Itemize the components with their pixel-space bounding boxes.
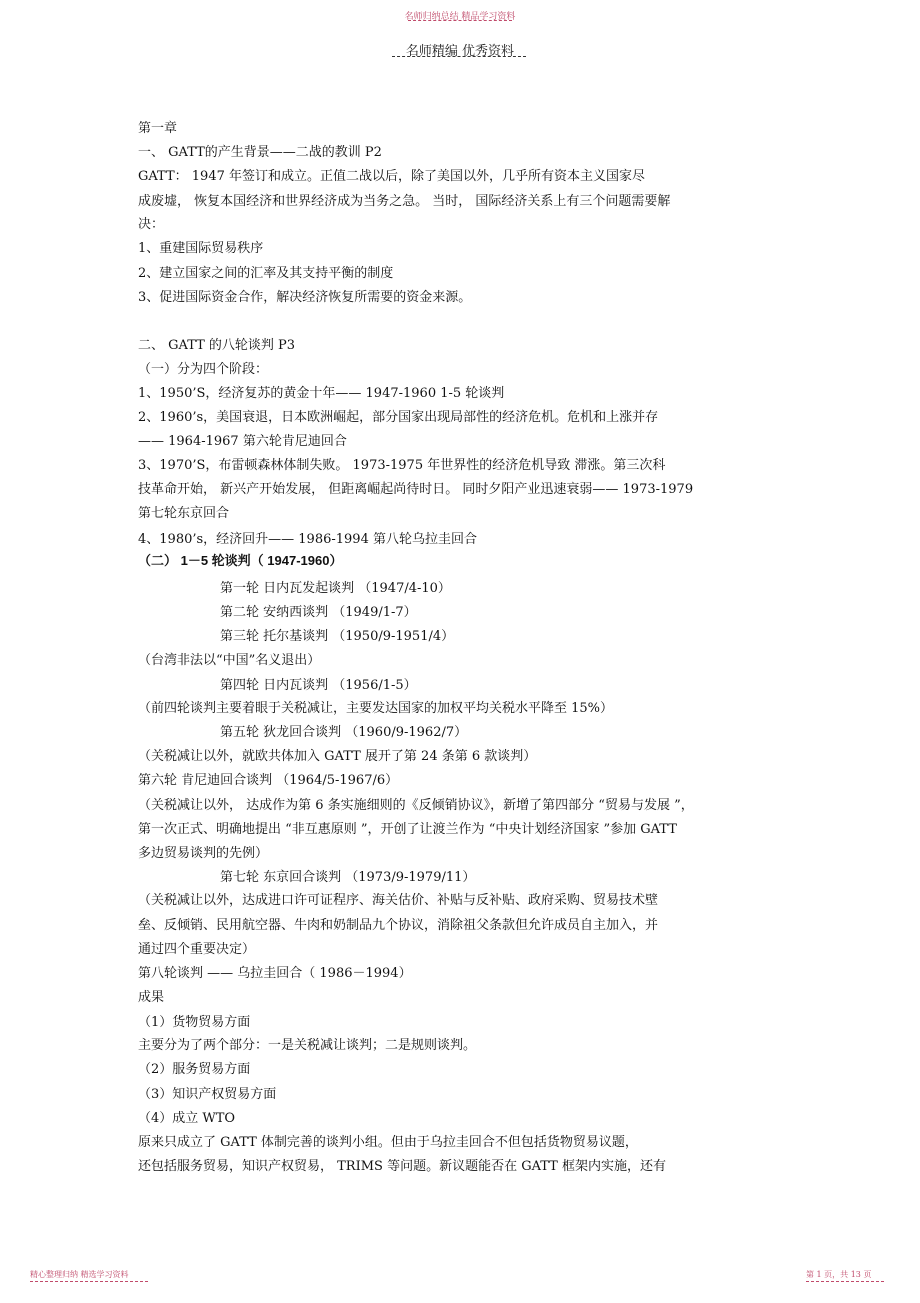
- round-entry: 第八轮谈判 —— 乌拉圭回合（ 1986－1994）: [138, 966, 412, 981]
- note-line: 第一次正式、明确地提出 “非互惠原则 ”，开创了让渡兰作为 “中央计划经济国家 ”参加 GATT: [138, 822, 677, 837]
- round-entry: 第四轮 日内瓦谈判 （1956/1-5）: [220, 678, 417, 693]
- page-header: 名师精编 优秀资料: [405, 44, 515, 59]
- note-line: 垒、反倾销、民用航空器、牛肉和奶制品九个协议，消除祖父条款但允许成员自主加入，并: [138, 918, 659, 933]
- round-entry: 第五轮 狄龙回合谈判 （1960/9-1962/7）: [220, 725, 468, 740]
- paragraph-line: 成废墟， 恢复本国经济和世界经济成为当务之急。 当时， 国际经济关系上有三个问题需要解: [138, 194, 671, 209]
- paragraph-line: 第七轮东京回合: [138, 506, 230, 521]
- section-heading: 二、 GATT 的八轮谈判 P3: [138, 338, 296, 353]
- header-divider: [392, 56, 526, 57]
- round-entry: 第二轮 安纳西谈判 （1949/1-7）: [220, 605, 417, 620]
- note-line: （前四轮谈判主要着眼于关税减让，主要发达国家的加权平均关税水平降至 15%）: [138, 701, 614, 716]
- round-entry: 第六轮 肯尼迪回合谈判 （1964/5-1967/6）: [138, 773, 399, 788]
- note-line: 多边贸易谈判的先例）: [138, 846, 269, 861]
- paragraph-line: 2、1960’s，美国衰退，日本欧洲崛起，部分国家出现局部性的经济危机。危机和上涨并存: [138, 410, 659, 425]
- list-item: （1）货物贸易方面: [138, 1015, 251, 1030]
- heading-results: 成果: [138, 990, 165, 1005]
- paragraph-line: 决：: [138, 217, 165, 232]
- paragraph-line: 原来只成立了 GATT 体制完善的谈判小组。但由于乌拉圭回合不但包括货物贸易议题，: [138, 1135, 638, 1150]
- subsection-heading: （一）分为四个阶段：: [138, 362, 269, 377]
- paragraph-line: 4、1980’s，经济回升—— 1986-1994 第八轮乌拉圭回合: [138, 532, 477, 547]
- section-heading: 一、 GATT的产生背景——二战的教训 P2: [138, 145, 382, 160]
- note-line: （关税减让以外， 达成作为第 6 条实施细则的《反倾销协议》，新增了第四部分 “贸易与发展 ”，: [138, 798, 694, 813]
- footer-watermark-left: 精心整理归纳 精选学习资料: [30, 1270, 129, 1279]
- round-entry: 第七轮 东京回合谈判 （1973/9-1979/11）: [220, 870, 476, 885]
- watermark-divider: [408, 20, 512, 21]
- list-item: （4）成立 WTO: [138, 1111, 236, 1126]
- paragraph-line: —— 1964-1967 第六轮肯尼迪回合: [138, 434, 347, 449]
- list-item: 3、促进国际资金合作，解决经济恢复所需要的资金来源。: [138, 290, 472, 305]
- subsection-heading: （二） 1－5 轮谈判（ 1947-1960）: [138, 553, 343, 568]
- chapter-title: 第一章: [138, 121, 178, 136]
- list-item: 1、重建国际贸易秩序: [138, 241, 264, 256]
- watermark-top: 名师归纳总结 精品学习资料: [404, 12, 516, 22]
- list-item: 2、建立国家之间的汇率及其支持平衡的制度: [138, 266, 394, 281]
- note-line: （关税减让以外，就欧共体加入 GATT 展开了第 24 条第 6 款谈判）: [138, 749, 537, 764]
- paragraph-line: 3、1970’S，布雷顿森林体制失败。 1973-1975 年世界性的经济危机导致 滞涨。第三次科: [138, 458, 666, 473]
- round-entry: 第一轮 日内瓦发起谈判 （1947/4-10）: [220, 581, 451, 596]
- paragraph-line: 还包括服务贸易，知识产权贸易， TRIMS 等问题。新议题能否在 GATT 框架内实施，还有: [138, 1159, 666, 1174]
- list-item: （3）知识产权贸易方面: [138, 1087, 277, 1102]
- footer-divider-left: [30, 1281, 148, 1282]
- paragraph-line: 1、1950’S，经济复苏的黄金十年—— 1947-1960 1-5 轮谈判: [138, 386, 505, 401]
- note-line: （台湾非法以“中国”名义退出）: [138, 653, 321, 668]
- paragraph-line: 技革命开始， 新兴产开始发展， 但距离崛起尚待时日。 同时夕阳产业迅速衰弱—— 1973-1979: [138, 482, 694, 497]
- note-line: 通过四个重要决定）: [138, 942, 256, 957]
- paragraph-line: 主要分为了两个部分：一是关税减让谈判；二是规则谈判。: [138, 1038, 477, 1053]
- page-number: 第 1 页，共 13 页: [806, 1270, 872, 1279]
- round-entry: 第三轮 托尔基谈判 （1950/9-1951/4）: [220, 629, 455, 644]
- footer-divider-right: [806, 1281, 884, 1282]
- note-line: （关税减让以外，达成进口许可证程序、海关估价、补贴与反补贴、政府采购、贸易技术壁: [138, 893, 659, 908]
- list-item: （2）服务贸易方面: [138, 1062, 251, 1077]
- paragraph-line: GATT： 1947 年签订和成立。正值二战以后，除了美国以外，几乎所有资本主义国家尽: [138, 169, 645, 184]
